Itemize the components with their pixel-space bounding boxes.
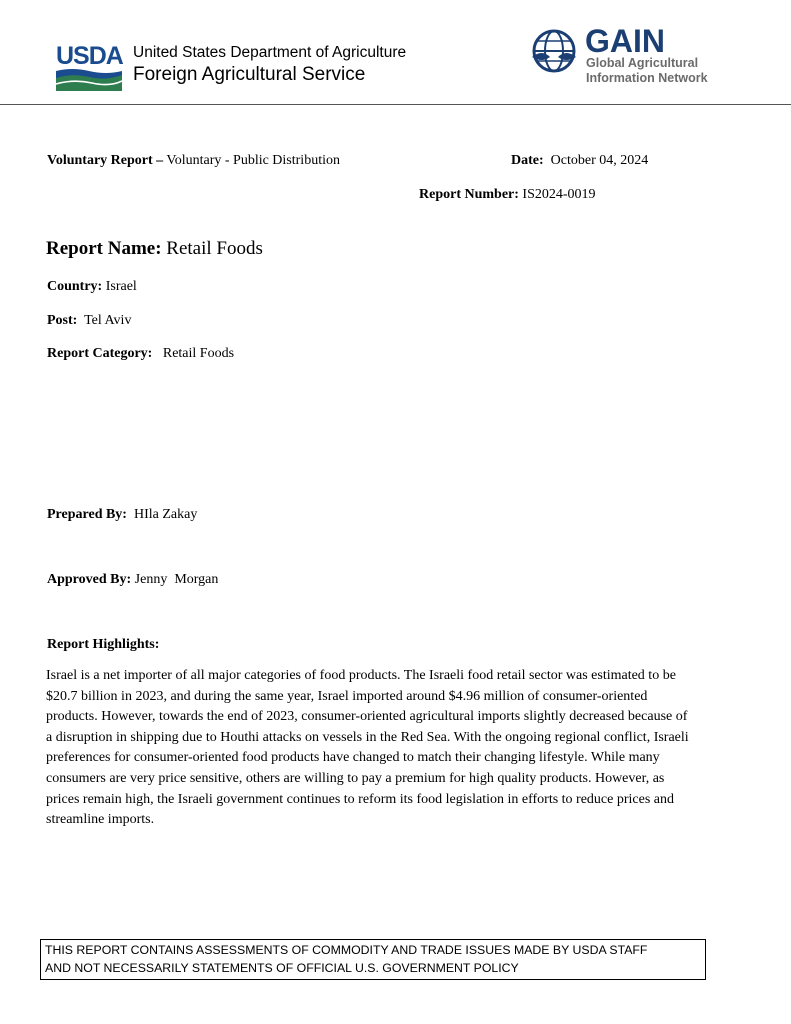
usda-logo-text: USDA [56,42,123,70]
report-number-value: IS2024-0019 [518,187,596,202]
country-line [47,278,137,295]
usda-logo [56,43,122,91]
approved-by-line [47,571,218,588]
highlights-heading-text: Report Highlights: [47,637,160,652]
country-label: Country: [47,279,103,294]
report-name-value: Retail Foods [161,238,263,259]
date-label: Date: [511,153,544,168]
report-name-label: Report Name: [46,238,162,259]
highlights-body: Israel is a net importer of all major categories of food products. The Israeli food retail sector was estimated to be $20.7 billion in 2023, and during the same year, Israel imported around $4.96 million of consumer-oriented products. However, towards the end of 2023, consumer-oriented agricultural imports slightly decreased because of a disruption in shipping due to Houthi attacks on vessels in the Red Sea. With the ongoing regional conflict, Israeli preferences for consumer-oriented food products have changed to match their changing lifestyle. While many consumers are very price sensitive, others are willing to pay a premium for high quality products. However, as prices remain high, the Israeli government continues to reform its food legislation in efforts to reduce prices and streamline imports. [46,668,689,828]
post-label: Post: [47,313,78,328]
agency-name-line2: Foreign Agricultural Service [133,64,366,85]
voluntary-report-label: Voluntary Report – [47,153,164,168]
agency-name-line1: United States Department of Agriculture [133,44,407,61]
voluntary-report-value: Voluntary - Public Distribution [163,153,340,168]
disclaimer-line2: AND NOT NECESSARILY STATEMENTS OF OFFICIAL U.S. GOVERNMENT POLICY [45,961,519,975]
report-category-line [47,345,234,362]
report-category-value: Retail Foods [152,346,235,361]
gain-globe-icon [530,27,578,75]
gain-subtitle-line1: Global Agricultural [586,56,699,70]
report-number-line [419,186,596,203]
disclaimer-box [40,939,706,980]
prepared-by-label: Prepared By: [47,507,127,522]
prepared-by-line [47,506,197,523]
report-number-label: Report Number: [419,187,519,202]
disclaimer-line1: THIS REPORT CONTAINS ASSESSMENTS OF COMMODITY AND TRADE ISSUES MADE BY USDA STAFF [45,943,648,957]
usda-waves-icon [56,69,122,91]
post-value: Tel Aviv [77,313,132,328]
country-value: Israel [102,279,137,294]
gain-title: GAIN [585,23,665,59]
approved-by-label: Approved By: [47,572,132,587]
approved-by-value: Jenny Morgan [131,572,219,587]
post-line [47,312,131,329]
date-line [511,152,648,169]
voluntary-report-line [47,152,340,169]
report-category-label: Report Category: [47,346,153,361]
gain-subtitle-line2: Information Network [586,71,708,85]
report-name-line [46,238,263,260]
highlights-heading [47,636,159,653]
header-divider [0,104,791,105]
prepared-by-value: HIla Zakay [126,507,198,522]
date-value: October 04, 2024 [543,153,649,168]
